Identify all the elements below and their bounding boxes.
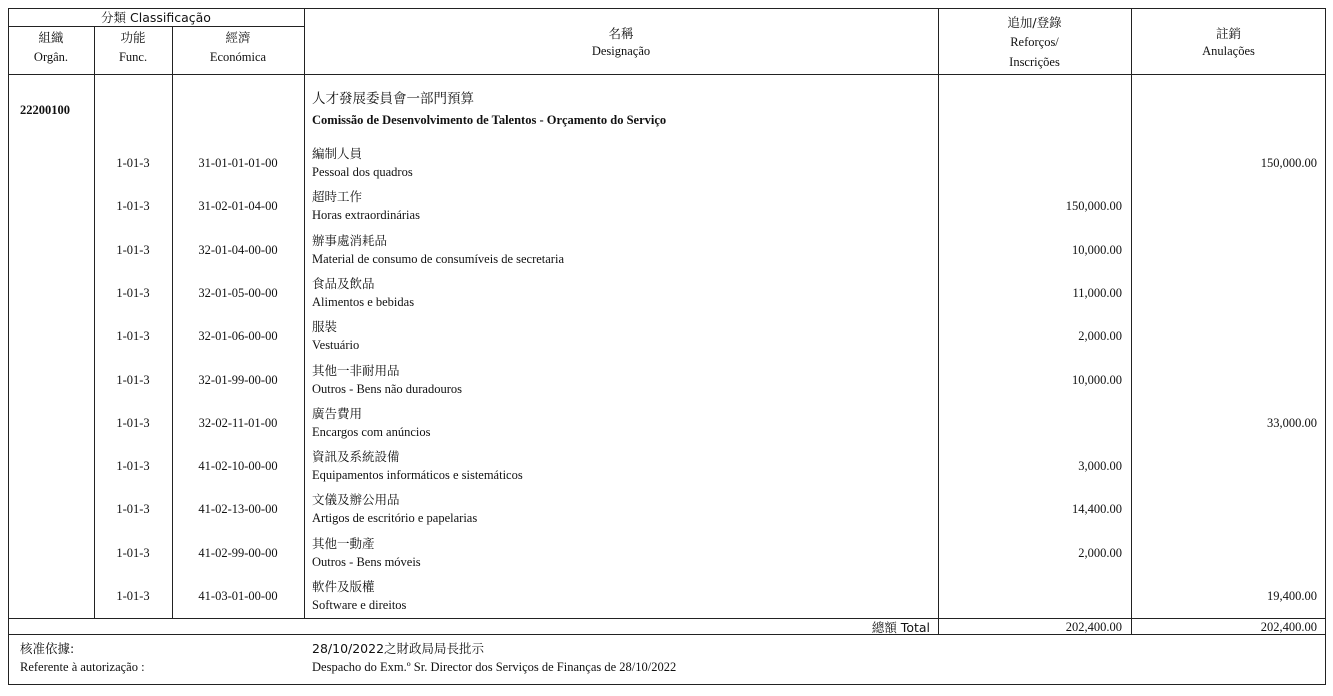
total-label: 總額 Total [871, 620, 930, 635]
row-designation-pt: Software e direitos [312, 598, 407, 612]
row-designation-zh: 編制人員 [312, 146, 363, 161]
row-econ-code: 31-01-01-01-00 [198, 156, 278, 170]
row-econ-code: 32-01-05-00-00 [198, 286, 278, 300]
row-func-code: 1-01-3 [116, 416, 150, 430]
row-econ-code: 32-02-11-01-00 [198, 416, 278, 430]
authorization-basis-pt: Referente à autorização : [20, 660, 145, 674]
econ-header-zh: 經濟 [225, 30, 251, 45]
row-designation-zh: 辦事處消耗品 [312, 233, 388, 248]
divider [172, 26, 173, 618]
row-reforcos: 10,000.00 [1072, 373, 1122, 387]
row-designation-pt: Material de consumo de consumíveis de secretaria [312, 252, 564, 266]
row-func-code: 1-01-3 [116, 199, 150, 213]
row-func-code: 1-01-3 [116, 156, 150, 170]
row-designation-zh: 文儀及辦公用品 [312, 492, 400, 507]
row-func-code: 1-01-3 [116, 502, 150, 516]
reforcos-header-pt-1: Reforços/ [1010, 35, 1059, 49]
department-name-pt: Comissão de Desenvolvimento de Talentos - Orçamento do Serviço [312, 113, 667, 127]
row-designation-pt: Pessoal dos quadros [312, 165, 413, 179]
budget-table [8, 8, 1326, 685]
divider [8, 618, 1326, 619]
divider [938, 8, 939, 635]
anulacoes-header-zh: 註銷 [1215, 26, 1241, 41]
organ-header-zh: 組織 [38, 30, 64, 45]
divider [1131, 8, 1132, 635]
row-func-code: 1-01-3 [116, 243, 150, 257]
row-func-code: 1-01-3 [116, 286, 150, 300]
designation-header-zh: 名稱 [608, 26, 634, 41]
department-name-zh: 人才發展委員會一部門預算 [312, 91, 474, 107]
dispatch-zh: 28/10/2022之財政局局長批示 [312, 641, 485, 656]
authorization-basis-zh: 核准依據: [20, 641, 75, 656]
row-econ-code: 32-01-06-00-00 [198, 329, 278, 343]
func-header-pt: Func. [118, 50, 148, 64]
divider [8, 74, 1326, 75]
row-designation-pt: Alimentos e bebidas [312, 295, 415, 309]
row-designation-zh: 其他一動產 [312, 536, 375, 551]
row-anulacoes: 150,000.00 [1260, 156, 1317, 170]
func-header-zh: 功能 [120, 30, 146, 45]
organ-header-pt: Orgân. [33, 50, 69, 64]
row-designation-pt: Encargos com anúncios [312, 425, 431, 439]
reforcos-header-pt-2: Inscrições [1009, 55, 1060, 69]
row-econ-code: 41-03-01-00-00 [198, 589, 278, 603]
reforcos-header-zh: 追加/登錄 [1007, 15, 1062, 30]
row-designation-zh: 資訊及系統設備 [312, 449, 400, 464]
row-anulacoes: 33,000.00 [1267, 416, 1317, 430]
anulacoes-header-pt: Anulações [1202, 44, 1255, 58]
row-func-code: 1-01-3 [116, 329, 150, 343]
row-func-code: 1-01-3 [116, 546, 150, 560]
divider [8, 26, 304, 27]
row-econ-code: 41-02-99-00-00 [198, 546, 278, 560]
row-econ-code: 41-02-13-00-00 [198, 502, 278, 516]
row-designation-pt: Horas extraordinárias [312, 208, 420, 222]
classification-header: 分類 Classificação [101, 10, 211, 25]
econ-header-pt: Económica [209, 50, 267, 64]
row-designation-pt: Outros - Bens não duradouros [312, 382, 462, 396]
row-reforcos: 150,000.00 [1065, 199, 1122, 213]
row-designation-zh: 食品及飲品 [312, 276, 375, 291]
row-designation-zh: 軟件及版權 [312, 579, 375, 594]
row-reforcos: 11,000.00 [1072, 286, 1122, 300]
row-reforcos: 3,000.00 [1078, 459, 1122, 473]
row-reforcos: 14,400.00 [1072, 502, 1122, 516]
row-reforcos: 2,000.00 [1078, 546, 1122, 560]
row-reforcos: 2,000.00 [1078, 329, 1122, 343]
row-designation-zh: 廣告費用 [312, 406, 363, 421]
row-econ-code: 31-02-01-04-00 [198, 199, 278, 213]
row-func-code: 1-01-3 [116, 373, 150, 387]
row-designation-pt: Artigos de escritório e papelarias [312, 511, 478, 525]
row-anulacoes: 19,400.00 [1267, 589, 1317, 603]
total-reforcos: 202,400.00 [1065, 620, 1122, 634]
main-table-frame [8, 8, 1326, 635]
row-designation-zh: 其他一非耐用品 [312, 363, 400, 378]
row-designation-pt: Equipamentos informáticos e sistemáticos [312, 468, 523, 482]
divider [94, 26, 95, 618]
row-designation-pt: Outros - Bens móveis [312, 555, 421, 569]
dispatch-pt: Despacho do Exm.º Sr. Director dos Serviços de Finanças de 28/10/2022 [312, 660, 677, 674]
row-func-code: 1-01-3 [116, 589, 150, 603]
row-econ-code: 41-02-10-00-00 [198, 459, 278, 473]
designation-header-pt: Designação [591, 44, 651, 58]
row-designation-zh: 服裝 [312, 319, 338, 334]
row-designation-pt: Vestuário [312, 338, 360, 352]
row-econ-code: 32-01-99-00-00 [198, 373, 278, 387]
total-anulacoes: 202,400.00 [1260, 620, 1317, 634]
row-econ-code: 32-01-04-00-00 [198, 243, 278, 257]
row-reforcos: 10,000.00 [1072, 243, 1122, 257]
department-code: 22200100 [20, 103, 70, 117]
divider [304, 8, 305, 618]
row-func-code: 1-01-3 [116, 459, 150, 473]
row-designation-zh: 超時工作 [312, 189, 363, 204]
